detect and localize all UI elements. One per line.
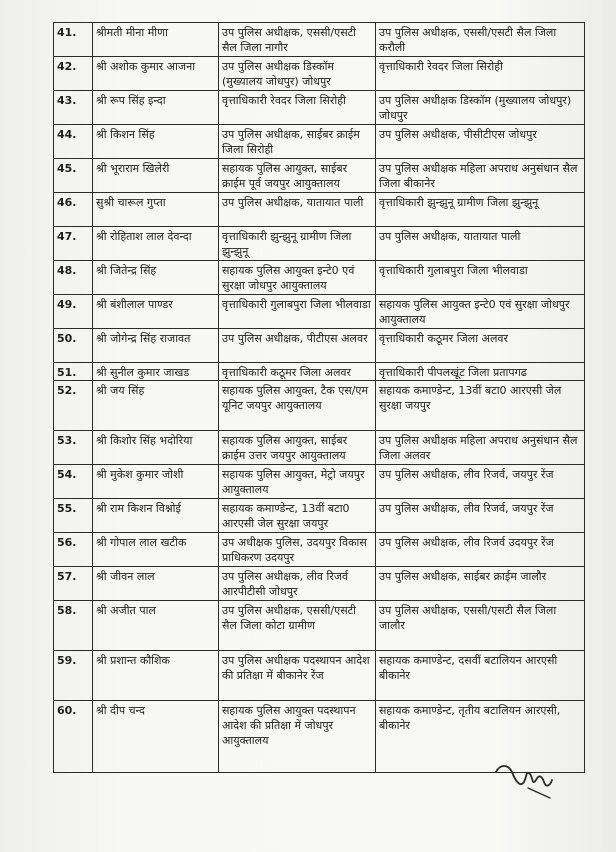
officer-name: श्री भूराराम खिलेरी	[93, 159, 219, 193]
new-posting: उप पुलिस अधीक्षक, यातायात पाली	[376, 227, 585, 261]
table-row	[54, 261, 585, 295]
current-posting: सहायक पुलिस आयुक्त, टैक एस/एम यूनिट जयपुर आयुक्तालय	[219, 381, 376, 431]
serial-number: 59.	[54, 651, 93, 701]
new-posting: वृत्ताधिकारी झुन्झुनू ग्रामीण जिला झुन्झुनू	[376, 193, 585, 227]
officer-name: श्री किशोर सिंह भदोरिया	[93, 431, 219, 465]
new-posting: उप पुलिस अधीक्षक, लीव रिजर्व, जयपुर रेंज	[376, 465, 585, 499]
table-row	[54, 465, 585, 499]
officer-name: श्री जितेन्द्र सिंह	[93, 261, 219, 295]
officer-name: श्री जोगेन्द्र सिंह राजावत	[93, 329, 219, 363]
new-posting: उप पुलिस अधीक्षक, एससी/एसटी सैल जिला जालौर	[376, 601, 585, 651]
handwritten-signature	[492, 758, 556, 800]
new-posting: सहायक कमाण्डेन्ट, तृतीय बटालियन आरएसी, बीकानेर	[376, 701, 585, 773]
table-row	[54, 651, 585, 701]
officer-name: श्री जीवन लाल	[93, 567, 219, 601]
table-row	[54, 159, 585, 193]
officer-name: श्री रोहिताश लाल देवन्दा	[93, 227, 219, 261]
serial-number: 46.	[54, 193, 93, 227]
current-posting: उप पुलिस अधीक्षक, पीटीएस अलवर	[219, 329, 376, 363]
new-posting: सहायक कमाण्डेन्ट, दसवीं बटालियन आरएसी बीकानेर	[376, 651, 585, 701]
serial-number: 54.	[54, 465, 93, 499]
serial-number: 49.	[54, 295, 93, 329]
table-row	[54, 23, 585, 57]
table-row	[54, 91, 585, 125]
serial-number: 53.	[54, 431, 93, 465]
transfer-list-table	[53, 22, 585, 773]
current-posting: उप पुलिस अधीक्षक पदस्थापन आदेश की प्रतिक्षा में बीकानेर रेंज	[219, 651, 376, 701]
table-row	[54, 295, 585, 329]
new-posting: उप पुलिस अधीक्षक, साईबर क्राईम जालौर	[376, 567, 585, 601]
table-row	[54, 567, 585, 601]
new-posting: उप पुलिस अधीक्षक, लीव रिजर्व उदयपुर रेंज	[376, 533, 585, 567]
new-posting: उप पुलिस अधीक्षक डिस्कॉम (मुख्यालय जोधपुर) जोधपुर	[376, 91, 585, 125]
table-row	[54, 193, 585, 227]
serial-number: 42.	[54, 57, 93, 91]
table-row	[54, 57, 585, 91]
officer-name: श्रीमती मीना मीणा	[93, 23, 219, 57]
officer-name: श्री प्रशान्त कौशिक	[93, 651, 219, 701]
new-posting: उप पुलिस अधीक्षक महिला अपराध अनुसंधान सैल जिला अलवर	[376, 431, 585, 465]
serial-number: 44.	[54, 125, 93, 159]
officer-name: श्री अशोक कुमार आजना	[93, 57, 219, 91]
new-posting: वृत्ताधिकारी पीपलखूंट जिला प्रतापगढ	[376, 363, 585, 381]
serial-number: 52.	[54, 381, 93, 431]
current-posting: वृत्ताधिकारी गुलाबपुरा जिला भीलवाडा	[219, 295, 376, 329]
current-posting: उप पुलिस अधीक्षक, यातायात पाली	[219, 193, 376, 227]
current-posting: सहायक पुलिस आयुक्त, साईबर क्राईम उत्तर जयपुर आयुक्तालय	[219, 431, 376, 465]
new-posting: उप पुलिस अधीक्षक, पीसीटीएस जोधपुर	[376, 125, 585, 159]
serial-number: 58.	[54, 601, 93, 651]
serial-number: 47.	[54, 227, 93, 261]
table-row	[54, 227, 585, 261]
new-posting: वृत्ताधिकारी कठूमर जिला अलवर	[376, 329, 585, 363]
officer-name: श्री किशन सिंह	[93, 125, 219, 159]
serial-number: 48.	[54, 261, 93, 295]
serial-number: 51.	[54, 363, 93, 381]
current-posting: वृत्ताधिकारी कठूमर जिला अलवर	[219, 363, 376, 381]
new-posting: वृत्ताधिकारी रेवदर जिला सिरोही	[376, 57, 585, 91]
serial-number: 60.	[54, 701, 93, 773]
table-row	[54, 499, 585, 533]
serial-number: 56.	[54, 533, 93, 567]
current-posting: सहायक कमाण्डेन्ट, 13वीं बटा0 आरएसी जेल सुरक्षा जयपुर	[219, 499, 376, 533]
officer-name: श्री अजीत पाल	[93, 601, 219, 651]
current-posting: वृत्ताधिकारी रेवदर जिला सिरोही	[219, 91, 376, 125]
current-posting: उप पुलिस अधीक्षक, एससी/एसटी सैल जिला नागौर	[219, 23, 376, 57]
serial-number: 43.	[54, 91, 93, 125]
table-row	[54, 363, 585, 381]
new-posting: वृत्ताधिकारी गुलाबपुरा जिला भीलवाडा	[376, 261, 585, 295]
officer-name: श्री बंशीलाल पाण्डर	[93, 295, 219, 329]
officer-name: सुश्री चारूल गुप्ता	[93, 193, 219, 227]
current-posting: उप पुलिस अधीक्षक, साईबर क्राईम जिला सिरोही	[219, 125, 376, 159]
officer-name: श्री जय सिंह	[93, 381, 219, 431]
current-posting: उप अधीक्षक पुलिस, उदयपुर विकास प्राधिकरण उदयपुर	[219, 533, 376, 567]
current-posting: सहायक पुलिस आयुक्त इन्टे0 एवं सुरक्षा जोधपुर आयुक्तालय	[219, 261, 376, 295]
serial-number: 57.	[54, 567, 93, 601]
officer-name: श्री मुकेश कुमार जोशी	[93, 465, 219, 499]
current-posting: सहायक पुलिस आयुक्त, साईबर क्राईम पूर्व जयपुर आयुक्तालय	[219, 159, 376, 193]
current-posting: उप पुलिस अधीक्षक, एससी/एसटी सैल जिला कोटा ग्रामीण	[219, 601, 376, 651]
new-posting: उप पुलिस अधीक्षक महिला अपराध अनुसंधान सैल जिला बीकानेर	[376, 159, 585, 193]
new-posting: उप पुलिस अधीक्षक, एससी/एसटी सैल जिला करौली	[376, 23, 585, 57]
table-row	[54, 533, 585, 567]
new-posting: उप पुलिस अधीक्षक, लीव रिजर्व, जयपुर रेंज	[376, 499, 585, 533]
table-row	[54, 431, 585, 465]
officer-name: श्री सुनील कुमार जाखड	[93, 363, 219, 381]
officer-name: श्री गोपाल लाल खटीक	[93, 533, 219, 567]
officer-name: श्री दीप चन्द	[93, 701, 219, 773]
officer-name: श्री राम किशन विश्नोई	[93, 499, 219, 533]
serial-number: 45.	[54, 159, 93, 193]
serial-number: 55.	[54, 499, 93, 533]
current-posting: उप पुलिस अधीक्षक, लीव रिजर्व आरपीटीसी जोधपुर	[219, 567, 376, 601]
table-row	[54, 125, 585, 159]
table-row	[54, 381, 585, 431]
current-posting: सहायक पुलिस आयुक्त पदस्थापन आदेश की प्रतिक्षा में जोधपुर आयुक्तालय	[219, 701, 376, 773]
current-posting: वृत्ताधिकारी झुन्झुनू ग्रामीण जिला झुन्झुनू	[219, 227, 376, 261]
officer-name: श्री रूप सिंह इन्दा	[93, 91, 219, 125]
new-posting: सहायक पुलिस आयुक्त इन्टे0 एवं सुरक्षा जोधपुर आयुक्तालय	[376, 295, 585, 329]
table-row	[54, 329, 585, 363]
table-row	[54, 601, 585, 651]
serial-number: 41.	[54, 23, 93, 57]
current-posting: उप पुलिस अधीक्षक डिस्कॉम (मुख्यालय जोधपुर) जोधपुर	[219, 57, 376, 91]
serial-number: 50.	[54, 329, 93, 363]
current-posting: सहायक पुलिस आयुक्त, मेट्रो जयपुर आयुक्तालय	[219, 465, 376, 499]
new-posting: सहायक कमाण्डेन्ट, 13वीं बटा0 आरएसी जेल सुरक्षा जयपुर	[376, 381, 585, 431]
